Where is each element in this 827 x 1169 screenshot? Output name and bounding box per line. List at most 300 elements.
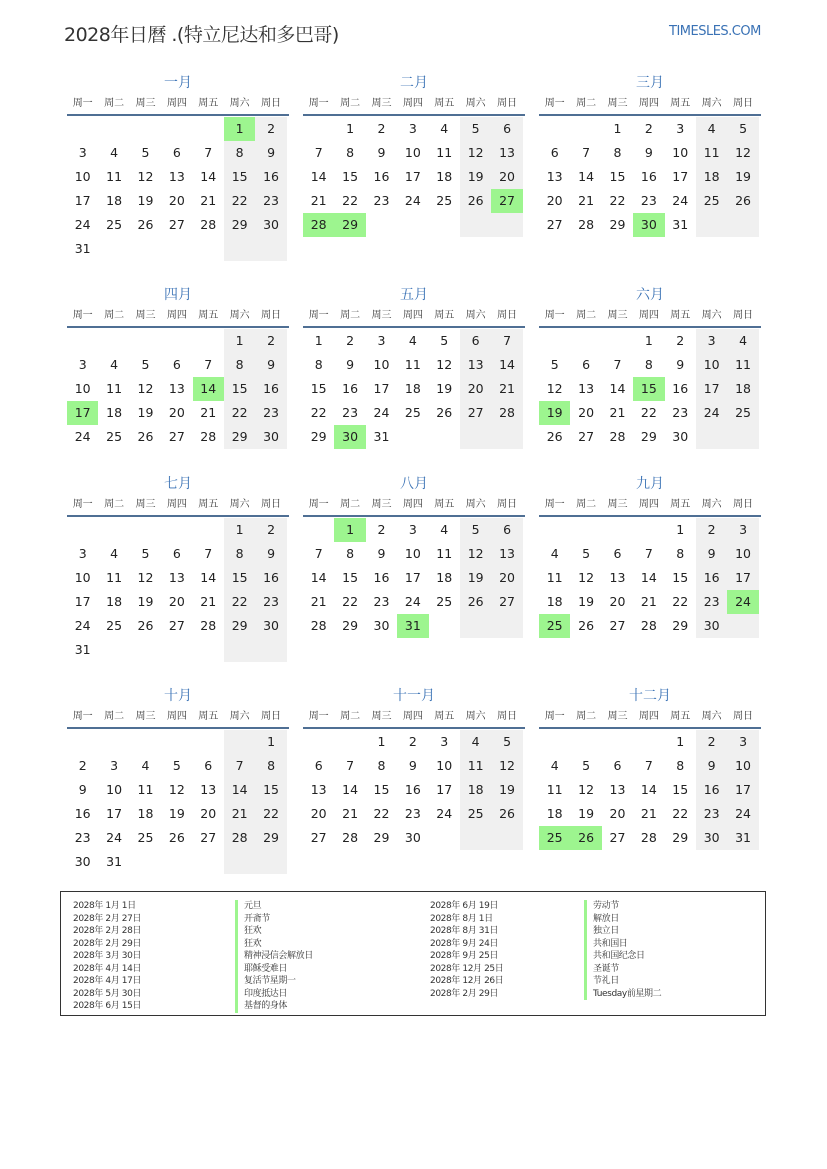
day-cell: 10: [727, 542, 758, 566]
day-cell: 1: [613, 121, 622, 136]
day-cell: 3: [78, 546, 87, 561]
weekday-label: 周五: [434, 310, 455, 321]
day-cell: 14: [310, 169, 327, 184]
month-block: [67, 473, 289, 662]
empty-cell: [161, 518, 192, 542]
day-cell: 25: [106, 429, 123, 444]
day-cell: 3: [78, 145, 87, 160]
day-cell: 11: [436, 145, 453, 160]
day-cell: 4: [440, 121, 449, 136]
day-cell: 8: [314, 357, 323, 372]
day-cell: 24: [74, 217, 91, 232]
day-cell: 11: [546, 570, 563, 585]
weekday-label: 周六: [701, 711, 722, 722]
day-cell: 27: [168, 217, 185, 232]
weekday-label: 周五: [198, 98, 219, 109]
weekday-label: 周一: [544, 98, 565, 109]
weekday-label: 周四: [402, 499, 423, 510]
day-cell: 29: [373, 830, 390, 845]
day-cell: 21: [310, 594, 327, 609]
day-cell: 16: [74, 806, 91, 821]
holiday-day-cell: 31: [397, 614, 428, 638]
empty-cell: [193, 117, 224, 141]
weekday-label: 周五: [670, 711, 691, 722]
day-cell: 26: [137, 618, 154, 633]
month-title: 四月: [164, 287, 192, 303]
day-cell: 24: [106, 830, 123, 845]
day-cell: 14: [609, 381, 626, 396]
day-cell: 6: [550, 145, 559, 160]
day-cell: 3: [696, 329, 727, 353]
holiday-day-cell: 28: [303, 213, 334, 237]
day-cell: 5: [141, 357, 150, 372]
day-cell: 25: [404, 405, 421, 420]
day-cell: 11: [696, 141, 727, 165]
day-cell: 20: [609, 594, 626, 609]
day-cell: 10: [74, 570, 91, 585]
legend-date: 2028年 1月 1日: [73, 901, 136, 911]
month-title: 十一月: [393, 688, 435, 704]
legend-holiday-name: 共和国日: [584, 938, 661, 951]
weekday-label: 周一: [544, 310, 565, 321]
day-cell: 28: [200, 429, 217, 444]
day-cell: 18: [404, 381, 421, 396]
day-cell: 11: [436, 546, 453, 561]
day-cell: 5: [550, 357, 559, 372]
legend-holiday-name: 开斋节: [235, 913, 313, 926]
legend-holiday-name: 元旦: [235, 900, 313, 913]
day-cell: 16: [342, 381, 359, 396]
holiday-day-cell: 17: [67, 401, 98, 425]
day-cell: 12: [491, 754, 522, 778]
weekday-label: 周二: [104, 310, 125, 321]
day-cell: 20: [168, 594, 185, 609]
month-block: [67, 284, 289, 449]
empty-cell: [130, 518, 161, 542]
day-cell: 17: [74, 193, 91, 208]
day-cell: 1: [314, 333, 323, 348]
day-cell: 22: [224, 189, 255, 213]
day-cell: 6: [172, 357, 181, 372]
day-cell: 6: [460, 329, 491, 353]
day-cell: 19: [578, 594, 595, 609]
day-cell: 4: [727, 329, 758, 353]
day-cell: 20: [609, 806, 626, 821]
empty-cell: [429, 213, 460, 237]
day-cell: 23: [342, 405, 359, 420]
day-cell: 5: [727, 117, 758, 141]
day-cell: 30: [255, 213, 286, 237]
weekday-label: 周一: [544, 499, 565, 510]
day-cell: 17: [373, 381, 390, 396]
day-cell: 18: [106, 193, 123, 208]
empty-cell: [255, 638, 286, 662]
day-cell: 13: [546, 169, 563, 184]
day-cell: 12: [137, 570, 154, 585]
day-cell: 9: [255, 141, 286, 165]
day-cell: 9: [676, 357, 685, 372]
day-grid: [67, 117, 289, 261]
weekday-label: 周六: [465, 98, 486, 109]
holiday-day-cell: 1: [334, 518, 365, 542]
weekday-label: 周日: [497, 310, 518, 321]
holiday-day-cell: 27: [491, 189, 522, 213]
day-cell: 8: [346, 546, 355, 561]
day-cell: 13: [168, 381, 185, 396]
day-cell: 16: [696, 566, 727, 590]
day-cell: 29: [224, 213, 255, 237]
empty-cell: [696, 213, 727, 237]
empty-cell: [429, 614, 460, 638]
legend-holiday-name: 复活节星期一: [235, 975, 313, 988]
day-cell: 8: [613, 145, 622, 160]
day-cell: 22: [255, 802, 286, 826]
day-cell: 9: [408, 758, 417, 773]
day-cell: 1: [377, 734, 386, 749]
day-cell: 16: [640, 169, 657, 184]
empty-cell: [130, 329, 161, 353]
legend-date: 2028年 9月 24日: [430, 938, 499, 949]
day-cell: 19: [727, 165, 758, 189]
weekday-label: 周三: [607, 499, 628, 510]
weekday-label: 周二: [104, 499, 125, 510]
day-cell: 3: [408, 522, 417, 537]
day-cell: 6: [172, 546, 181, 561]
holiday-day-cell: 26: [570, 826, 601, 850]
legend-date: 2028年 9月 25日: [430, 951, 499, 961]
day-cell: 28: [640, 830, 657, 845]
day-cell: 6: [491, 117, 522, 141]
day-cell: 5: [460, 117, 491, 141]
month-block: [67, 685, 289, 874]
day-cell: 15: [342, 169, 359, 184]
empty-cell: [67, 117, 98, 141]
holiday-day-cell: 30: [633, 213, 664, 237]
day-cell: 16: [255, 377, 286, 401]
day-cell: 20: [546, 193, 563, 208]
day-grid: [303, 730, 525, 850]
day-cell: 10: [106, 782, 123, 797]
day-cell: 21: [609, 405, 626, 420]
day-cell: 8: [224, 353, 255, 377]
day-cell: 8: [224, 141, 255, 165]
legend-dates-left: [73, 900, 141, 1013]
legend-names-left: [235, 900, 313, 1013]
day-cell: 14: [200, 169, 217, 184]
day-cell: 12: [460, 542, 491, 566]
empty-cell: [334, 730, 365, 754]
day-cell: 18: [460, 778, 491, 802]
legend-holiday-name: 精神浸信会解放日: [235, 950, 313, 963]
holiday-day-cell: 15: [633, 377, 664, 401]
day-cell: 29: [255, 826, 286, 850]
legend-date: 2028年 3月 30日: [73, 951, 142, 961]
empty-cell: [224, 638, 255, 662]
day-cell: 2: [255, 117, 286, 141]
weekday-header: [303, 94, 525, 116]
day-cell: 6: [314, 758, 323, 773]
day-cell: 9: [255, 542, 286, 566]
empty-cell: [727, 213, 758, 237]
weekday-label: 周四: [402, 711, 423, 722]
month-title: 九月: [636, 476, 664, 492]
day-cell: 11: [727, 353, 758, 377]
day-cell: 12: [727, 141, 758, 165]
day-cell: 29: [342, 618, 359, 633]
day-cell: 16: [696, 778, 727, 802]
weekday-label: 周二: [104, 98, 125, 109]
month-title: 八月: [400, 476, 428, 492]
empty-cell: [161, 730, 192, 754]
day-grid: [303, 329, 525, 449]
day-grid: [303, 117, 525, 237]
weekday-label: 周二: [104, 711, 125, 722]
weekday-label: 周一: [308, 499, 329, 510]
weekday-label: 周日: [261, 499, 282, 510]
day-cell: 10: [727, 754, 758, 778]
month-title: 十二月: [629, 688, 671, 704]
day-cell: 25: [137, 830, 154, 845]
weekday-label: 周日: [497, 98, 518, 109]
day-cell: 1: [676, 522, 685, 537]
day-cell: 27: [578, 429, 595, 444]
day-cell: 20: [491, 566, 522, 590]
day-cell: 5: [491, 730, 522, 754]
empty-cell: [570, 329, 601, 353]
day-cell: 19: [168, 806, 185, 821]
day-cell: 28: [342, 830, 359, 845]
day-cell: 31: [373, 429, 390, 444]
day-cell: 12: [168, 782, 185, 797]
weekday-label: 周五: [198, 310, 219, 321]
day-cell: 8: [676, 758, 685, 773]
legend-date: 2028年 4月 14日: [73, 963, 142, 974]
empty-cell: [161, 329, 192, 353]
empty-cell: [727, 614, 758, 638]
day-cell: 26: [436, 405, 453, 420]
day-cell: 26: [137, 429, 154, 444]
day-cell: 2: [346, 333, 355, 348]
weekday-label: 周二: [576, 711, 597, 722]
weekday-label: 周六: [701, 310, 722, 321]
weekday-header: [303, 495, 525, 517]
day-cell: 4: [110, 145, 119, 160]
day-cell: 1: [224, 329, 255, 353]
weekday-label: 周三: [135, 98, 156, 109]
day-cell: 17: [436, 782, 453, 797]
day-cell: 23: [74, 830, 91, 845]
day-cell: 4: [550, 758, 559, 773]
day-cell: 15: [255, 778, 286, 802]
day-cell: 27: [546, 217, 563, 232]
legend-date: 2028年 5月 30日: [73, 988, 142, 999]
day-cell: 17: [404, 570, 421, 585]
day-cell: 13: [460, 353, 491, 377]
day-cell: 24: [436, 806, 453, 821]
day-cell: 10: [404, 145, 421, 160]
day-cell: 7: [582, 145, 591, 160]
empty-cell: [303, 518, 334, 542]
weekday-label: 周日: [733, 98, 754, 109]
month-block: [539, 284, 761, 449]
day-cell: 12: [436, 357, 453, 372]
empty-cell: [303, 730, 334, 754]
day-cell: 26: [491, 802, 522, 826]
legend-holiday-name: 节礼日: [584, 975, 661, 988]
day-cell: 16: [672, 381, 689, 396]
empty-cell: [696, 425, 727, 449]
day-cell: 11: [106, 381, 123, 396]
day-cell: 7: [204, 546, 213, 561]
weekday-label: 周日: [261, 711, 282, 722]
day-cell: 11: [404, 357, 421, 372]
empty-cell: [193, 237, 224, 261]
legend-holiday-name: 解放日: [584, 913, 661, 926]
day-cell: 23: [255, 401, 286, 425]
empty-cell: [303, 117, 334, 141]
weekday-label: 周四: [402, 310, 423, 321]
day-cell: 2: [78, 758, 87, 773]
legend-date: 2028年 2月 29日: [73, 938, 142, 949]
day-cell: 30: [373, 618, 390, 633]
day-grid: [539, 117, 761, 237]
empty-cell: [130, 638, 161, 662]
day-cell: 15: [672, 782, 689, 797]
weekday-header: [539, 306, 761, 328]
day-grid: [67, 329, 289, 449]
legend-date: 2028年 2月 29日: [430, 988, 499, 999]
day-cell: 5: [582, 758, 591, 773]
day-cell: 30: [255, 614, 286, 638]
legend-date: 2028年 12月 25日: [430, 963, 504, 974]
day-cell: 15: [310, 381, 327, 396]
day-cell: 14: [640, 782, 657, 797]
day-cell: 9: [346, 357, 355, 372]
weekday-label: 周五: [670, 499, 691, 510]
month-title: 十月: [164, 688, 192, 704]
day-cell: 12: [546, 381, 563, 396]
day-cell: 24: [727, 802, 758, 826]
empty-cell: [130, 237, 161, 261]
day-cell: 20: [578, 405, 595, 420]
day-cell: 13: [168, 169, 185, 184]
legend-date: 2028年 6月 15日: [73, 1001, 142, 1011]
day-cell: 2: [644, 121, 653, 136]
empty-cell: [67, 518, 98, 542]
weekday-label: 周二: [340, 98, 361, 109]
legend-holiday-name: 狂欢: [235, 938, 313, 951]
empty-cell: [397, 213, 428, 237]
day-cell: 27: [168, 429, 185, 444]
day-cell: 3: [78, 357, 87, 372]
month-block: [539, 685, 761, 850]
day-cell: 13: [609, 782, 626, 797]
day-cell: 20: [168, 405, 185, 420]
day-cell: 14: [224, 778, 255, 802]
day-cell: 19: [491, 778, 522, 802]
empty-cell: [397, 425, 428, 449]
day-cell: 22: [342, 594, 359, 609]
day-cell: 1: [676, 734, 685, 749]
weekday-label: 周六: [701, 499, 722, 510]
day-cell: 1: [224, 518, 255, 542]
weekday-label: 周日: [733, 711, 754, 722]
day-cell: 20: [460, 377, 491, 401]
weekday-label: 周三: [371, 310, 392, 321]
month-block: [303, 284, 525, 449]
day-cell: 27: [460, 401, 491, 425]
day-cell: 4: [110, 357, 119, 372]
weekday-label: 周五: [198, 499, 219, 510]
weekday-label: 周四: [166, 310, 187, 321]
day-cell: 25: [727, 401, 758, 425]
weekday-label: 周六: [229, 98, 250, 109]
day-cell: 6: [491, 518, 522, 542]
day-cell: 19: [436, 381, 453, 396]
day-cell: 10: [696, 353, 727, 377]
day-cell: 7: [491, 329, 522, 353]
legend-holiday-name: 独立日: [584, 925, 661, 938]
day-cell: 27: [491, 590, 522, 614]
day-cell: 12: [578, 782, 595, 797]
day-cell: 4: [110, 546, 119, 561]
day-cell: 22: [672, 594, 689, 609]
day-cell: 25: [106, 217, 123, 232]
holiday-day-cell: 19: [539, 401, 570, 425]
day-cell: 23: [640, 193, 657, 208]
day-grid: [539, 518, 761, 638]
empty-cell: [98, 638, 129, 662]
day-cell: 26: [546, 429, 563, 444]
day-cell: 6: [613, 546, 622, 561]
day-cell: 1: [346, 121, 355, 136]
day-cell: 28: [200, 618, 217, 633]
day-cell: 6: [582, 357, 591, 372]
day-cell: 2: [377, 121, 386, 136]
day-cell: 6: [613, 758, 622, 773]
day-cell: 14: [491, 353, 522, 377]
day-cell: 15: [224, 377, 255, 401]
day-cell: 8: [255, 754, 286, 778]
weekday-label: 周三: [135, 711, 156, 722]
holiday-day-cell: 25: [539, 826, 570, 850]
empty-cell: [491, 614, 522, 638]
weekday-header: [303, 707, 525, 729]
site-brand-link[interactable]: TIMESLES.COM: [669, 24, 761, 39]
day-cell: 23: [404, 806, 421, 821]
weekday-label: 周三: [607, 711, 628, 722]
day-cell: 4: [141, 758, 150, 773]
day-cell: 15: [224, 165, 255, 189]
weekday-label: 周五: [434, 711, 455, 722]
legend-holiday-name: 印度抵达日: [235, 988, 313, 1001]
weekday-label: 周六: [229, 499, 250, 510]
day-cell: 14: [310, 570, 327, 585]
legend-date: 2028年 2月 28日: [73, 926, 142, 936]
empty-cell: [98, 237, 129, 261]
day-cell: 23: [255, 590, 286, 614]
day-cell: 22: [310, 405, 327, 420]
weekday-label: 周一: [308, 98, 329, 109]
empty-cell: [727, 425, 758, 449]
weekday-label: 周三: [135, 499, 156, 510]
day-cell: 7: [204, 145, 213, 160]
empty-cell: [130, 730, 161, 754]
day-cell: 21: [200, 405, 217, 420]
day-cell: 5: [141, 546, 150, 561]
day-cell: 8: [644, 357, 653, 372]
day-cell: 10: [436, 758, 453, 773]
